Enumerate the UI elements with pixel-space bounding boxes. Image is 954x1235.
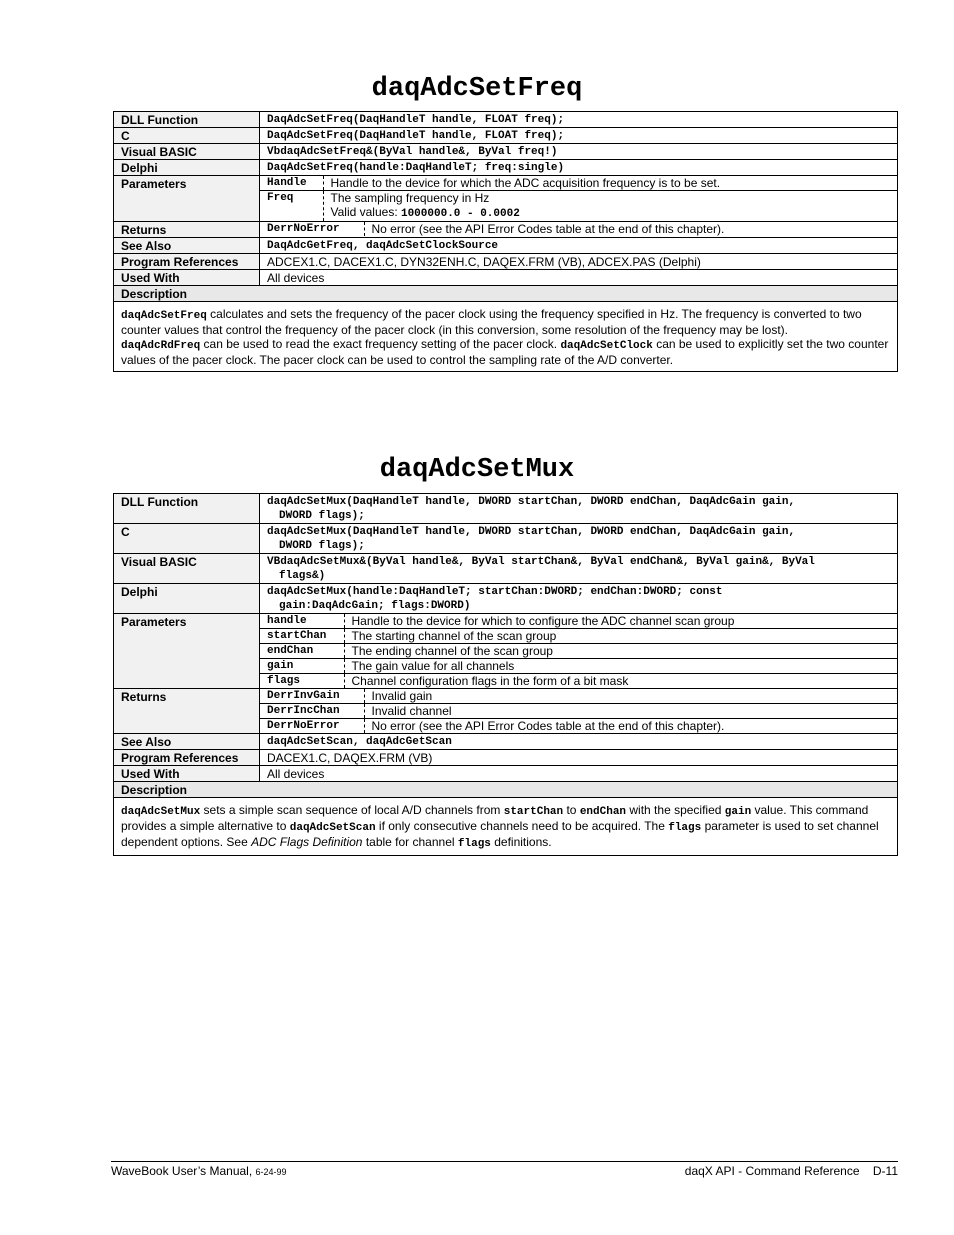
- description-fragment: parameter is used to set channel dependent options. See: [121, 819, 879, 849]
- dll-function-signature: DaqAdcSetFreq(DaqHandleT handle, FLOAT freq);: [260, 112, 898, 128]
- parameter-description: Channel configuration flags in the form of a bit mask: [344, 674, 897, 689]
- parameter-name: gain: [260, 659, 344, 674]
- row-label-delphi: Delphi: [114, 160, 260, 176]
- parameter-name: flags: [260, 674, 344, 689]
- description-text: [114, 798, 898, 856]
- section-title-daqadcsetmux: daqAdcSetMux: [379, 455, 575, 485]
- row-label-delphi: Delphi: [114, 584, 260, 614]
- description-header: Description: [114, 782, 898, 798]
- description-code: daqAdcRdFreq: [121, 340, 201, 352]
- returns-cell: [260, 222, 898, 238]
- returns-cell: [260, 689, 898, 734]
- signature-line: daqAdcSetMux(handle:DaqHandleT; startChan:DWORD; endChan:DWORD; const: [267, 586, 723, 598]
- valid-values-range: 1000000.0 - 0.0002: [400, 208, 520, 220]
- parameter-row: [260, 614, 897, 629]
- row-label-program-references: Program References: [114, 254, 260, 270]
- row-label-used-with: Used With: [114, 766, 260, 782]
- parameter-description: The ending channel of the scan group: [344, 644, 897, 659]
- parameter-description: Handle to the device for which to configure the ADC channel scan group: [351, 614, 735, 628]
- signature-line: DWORD flags);: [279, 510, 365, 522]
- row-label-see-also: See Also: [114, 238, 260, 254]
- return-row: [260, 704, 897, 719]
- description-fragment: definitions.: [490, 835, 552, 849]
- row-label-visual-basic: Visual BASIC: [114, 144, 260, 160]
- description-text: [114, 302, 898, 372]
- description-fragment: can be used to explicitly set the two counter values of the pacer clock. The pacer clock can be used to control the sampling rate of the A/D converter.: [121, 337, 889, 367]
- parameters-cell: [260, 176, 898, 222]
- description-fragment: calculates and sets the frequency of the pacer clock using the frequency specified in Hz. The frequency is converted to two counter values that control the frequency of the pacer clock (in this conversion, some resolution of the frequency may be lost).: [121, 307, 862, 337]
- parameter-row: [260, 659, 897, 674]
- page-number: D-11: [872, 1164, 898, 1178]
- description-code: flags: [668, 822, 702, 834]
- return-row: [260, 222, 897, 236]
- return-description: No error (see the API Error Codes table at the end of this chapter).: [371, 222, 725, 236]
- row-label-program-references: Program References: [114, 750, 260, 766]
- return-code: DerrNoError: [260, 719, 364, 734]
- row-label-visual-basic: Visual BASIC: [114, 554, 260, 584]
- parameters-list: [260, 176, 897, 221]
- reference-table-daqadcsetmux: [113, 493, 898, 856]
- row-label-dll-function: DLL Function: [114, 494, 260, 524]
- description-code: endChan: [579, 806, 627, 818]
- description-code: flags: [457, 838, 491, 850]
- parameter-name: endChan: [260, 644, 344, 659]
- row-label-dll-function: DLL Function: [114, 112, 260, 128]
- footer-manual-title: [111, 1164, 287, 1178]
- description-header: Description: [114, 286, 898, 302]
- description-fragment: if only consecutive channels need to be acquired. The: [375, 819, 669, 833]
- parameter-description: The gain value for all channels: [344, 659, 897, 674]
- footer-section-name: daqX API - Command Reference: [684, 1164, 860, 1178]
- row-label-see-also: See Also: [114, 734, 260, 750]
- parameter-name: handle: [260, 614, 344, 629]
- vb-signature: [260, 554, 898, 584]
- parameter-description: The starting channel of the scan group: [344, 629, 897, 644]
- parameter-row: [260, 629, 897, 644]
- c-signature: [260, 524, 898, 554]
- parameter-description: The sampling frequency in Hz: [330, 191, 490, 205]
- return-description: Invalid channel: [364, 704, 897, 719]
- row-label-returns: Returns: [114, 689, 260, 734]
- reference-table-daqadcsetfreq: [113, 111, 898, 372]
- parameters-list: [260, 614, 897, 688]
- description-fragment: can be used to read the exact frequency setting of the pacer clock.: [200, 337, 561, 351]
- returns-list: [260, 222, 897, 236]
- footer-divider: [111, 1161, 898, 1162]
- delphi-signature: [260, 584, 898, 614]
- parameter-name: Handle: [260, 176, 323, 191]
- return-row: [260, 719, 897, 734]
- description-italic-reference: ADC Flags Definition: [251, 835, 363, 849]
- description-code: daqAdcSetScan: [289, 822, 376, 834]
- parameter-name: Freq: [260, 191, 323, 222]
- program-references-value: ADCEX1.C, DACEX1.C, DYN32ENH.C, DAQEX.FRM (VB), ADCEX.PAS (Delphi): [260, 254, 898, 270]
- footer-section-page: [685, 1164, 898, 1178]
- signature-line: flags&): [279, 570, 326, 582]
- description-code: daqAdcSetClock: [560, 340, 653, 352]
- row-label-parameters: Parameters: [114, 614, 260, 689]
- signature-line: daqAdcSetMux(DaqHandleT handle, DWORD startChan, DWORD endChan, DaqAdcGain gain,: [267, 526, 796, 538]
- row-label-parameters: Parameters: [114, 176, 260, 222]
- return-code: DerrNoError: [260, 222, 364, 236]
- row-label-returns: Returns: [114, 222, 260, 238]
- parameter-name: startChan: [260, 629, 344, 644]
- return-row: [260, 689, 897, 704]
- parameter-row: [260, 191, 897, 222]
- parameter-row: [260, 674, 897, 689]
- row-label-c: C: [114, 128, 260, 144]
- valid-values-prefix: Valid values:: [330, 205, 401, 219]
- program-references-value: DACEX1.C, DAQEX.FRM (VB): [260, 750, 898, 766]
- parameter-description-block: [323, 191, 897, 222]
- vb-signature: VbdaqAdcSetFreq&(ByVal handle&, ByVal freq!): [260, 144, 898, 160]
- parameters-cell: [260, 614, 898, 689]
- used-with-value: All devices: [260, 766, 898, 782]
- description-fragment: with the specified: [626, 803, 725, 817]
- valid-values-line: [331, 205, 898, 221]
- return-code: DerrIncChan: [260, 704, 364, 719]
- return-description: No error (see the API Error Codes table at the end of this chapter).: [364, 719, 897, 734]
- parameter-row: [260, 644, 897, 659]
- row-label-c: C: [114, 524, 260, 554]
- returns-list: [260, 689, 897, 733]
- section-title-daqadcsetfreq: daqAdcSetFreq: [371, 74, 583, 104]
- description-fragment: sets a simple scan sequence of local A/D channels from: [200, 803, 504, 817]
- return-code: DerrInvGain: [260, 689, 364, 704]
- description-code: daqAdcSetMux: [121, 806, 201, 818]
- row-label-used-with: Used With: [114, 270, 260, 286]
- signature-line: VBdaqAdcSetMux&(ByVal handle&, ByVal startChan&, ByVal endChan&, ByVal gain&, ByVal: [267, 556, 815, 568]
- description-code: startChan: [503, 806, 564, 818]
- description-fragment: value. This command provides a simple alternative to: [121, 803, 869, 833]
- signature-line: daqAdcSetMux(DaqHandleT handle, DWORD startChan, DWORD endChan, DaqAdcGain gain,: [267, 496, 796, 508]
- see-also-value: DaqAdcGetFreq, daqAdcSetClockSource: [260, 238, 898, 254]
- parameter-description: Handle to the device for which the ADC acquisition frequency is to be set.: [330, 176, 721, 190]
- return-description: Invalid gain: [371, 689, 433, 703]
- used-with-value: All devices: [260, 270, 898, 286]
- description-fragment: table for channel: [362, 835, 458, 849]
- signature-line: gain:DaqAdcGain; flags:DWORD): [279, 600, 471, 612]
- footer-manual-name: WaveBook User’s Manual,: [111, 1164, 256, 1178]
- parameter-row: [260, 176, 897, 191]
- footer-date: 6-24-99: [255, 1167, 287, 1177]
- delphi-signature: DaqAdcSetFreq(handle:DaqHandleT; freq:single): [260, 160, 898, 176]
- description-code: daqAdcSetFreq: [121, 310, 207, 322]
- description-fragment: to: [563, 803, 580, 817]
- c-signature: DaqAdcSetFreq(DaqHandleT handle, FLOAT freq);: [260, 128, 898, 144]
- signature-line: DWORD flags);: [279, 540, 365, 552]
- see-also-value: daqAdcSetScan, daqAdcGetScan: [260, 734, 898, 750]
- description-code: gain: [724, 806, 752, 818]
- dll-function-signature: [260, 494, 898, 524]
